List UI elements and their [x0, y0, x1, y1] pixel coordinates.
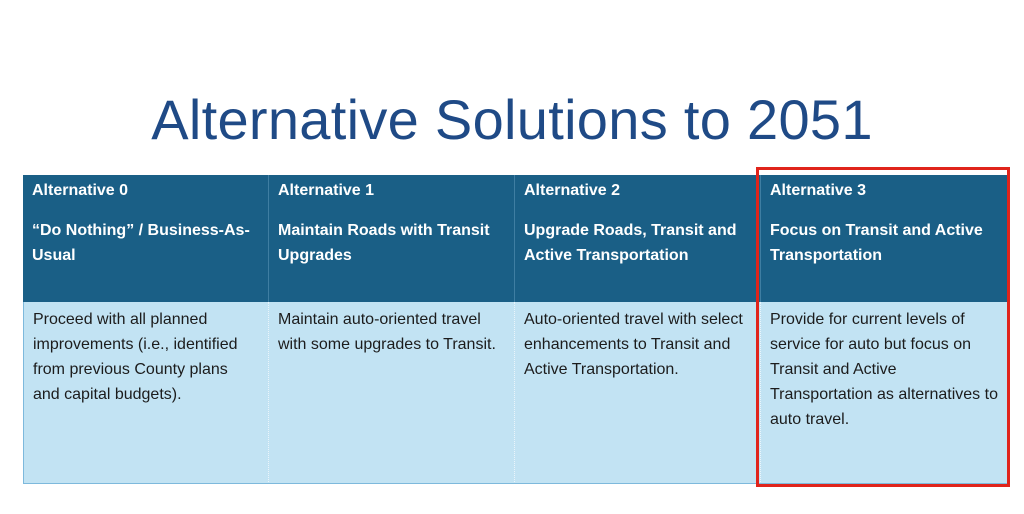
alternative-name: Upgrade Roads, Transit and Active Transportation — [524, 222, 737, 264]
alternative-name: “Do Nothing” / Business-As-Usual — [32, 222, 250, 264]
alternative-label: Alternative 2 — [524, 182, 621, 199]
header-alternative-1 — [269, 175, 515, 302]
description-alternative-1: Maintain auto-oriented travel with some upgrades to Transit. — [269, 302, 515, 484]
alternative-label: Alternative 3 — [770, 182, 867, 199]
description-alternative-0: Proceed with all planned improvements (i.e., identified from previous County plans and capital budgets). — [23, 302, 269, 484]
alternative-name: Maintain Roads with Transit Upgrades — [278, 222, 490, 264]
header-alternative-3 — [761, 175, 1009, 302]
alternative-label: Alternative 0 — [32, 182, 129, 199]
description-alternative-3: Provide for current levels of service for auto but focus on Transit and Active Transportation as alternatives to auto travel. — [761, 302, 1009, 484]
alternatives-table — [23, 175, 1009, 484]
page-title: Alternative Solutions to 2051 — [151, 87, 873, 151]
header-alternative-2 — [515, 175, 761, 302]
table-bottom-border — [23, 483, 1009, 484]
header-alternative-0 — [23, 175, 269, 302]
alternative-label: Alternative 1 — [278, 182, 375, 199]
description-alternative-2: Auto-oriented travel with select enhancements to Transit and Active Transportation. — [515, 302, 761, 484]
alternative-name: Focus on Transit and Active Transportation — [770, 222, 983, 264]
